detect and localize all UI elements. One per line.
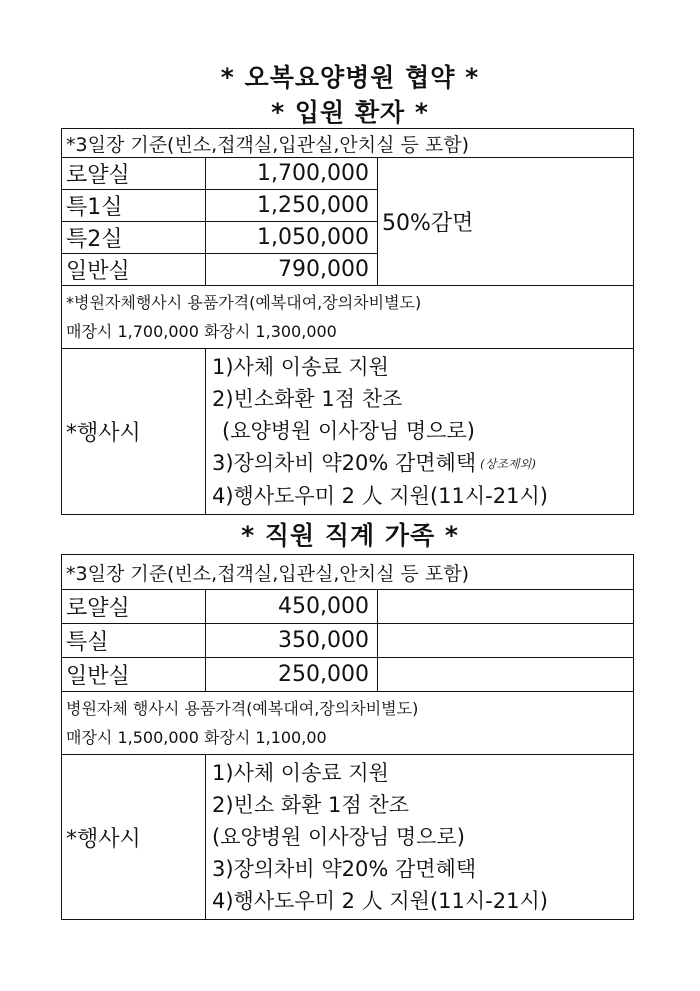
room-name: 일반실: [62, 658, 206, 692]
section1-table: [61, 128, 634, 515]
room-price: 450,000: [206, 590, 378, 624]
event-label: *행사시: [62, 349, 206, 515]
event-item: 2)빈소 화환 1점 찬조: [212, 793, 409, 817]
event-item: 4)행사도우미 2 人 지원(11시-21시): [212, 484, 548, 508]
discount-cell: 50%감면: [378, 158, 634, 286]
room-name: 특실: [62, 624, 206, 658]
empty-cell: [378, 658, 634, 692]
event-item: 3)장의차비 약20% 감면혜택: [212, 857, 477, 881]
empty-cell: [378, 590, 634, 624]
event-item: 1)사체 이송료 지원: [212, 761, 389, 785]
room-name: 로얄실: [62, 590, 206, 624]
document-title: * 오복요양병원 협약 *: [220, 63, 480, 92]
room-name: 로얄실: [62, 158, 206, 190]
event-item: 1)사체 이송료 지원: [212, 355, 389, 379]
room-name: 특2실: [62, 222, 206, 254]
note-line-2: 매장시 1,500,000 화장시 1,100,00: [66, 728, 327, 747]
event-label: *행사시: [62, 755, 206, 920]
section1-basis-header: *3일장 기준(빈소,접객실,입관실,안치실 등 포함): [62, 129, 634, 158]
room-price: 1,050,000: [206, 222, 378, 254]
room-price: 350,000: [206, 624, 378, 658]
section1-heading: * 입원 환자 *: [271, 98, 429, 127]
event-item-with-note: [212, 447, 627, 480]
room-price: 250,000: [206, 658, 378, 692]
event-item: 2)빈소화환 1점 찬조: [212, 387, 403, 411]
section2-note: [62, 692, 634, 755]
event-item: 4)행사도우미 2 人 지원(11시-21시): [212, 889, 548, 913]
note-line-1: *병원자체행사시 용품가격(예복대여,장의차비별도): [66, 293, 422, 312]
event-list: [206, 349, 634, 515]
event-list: [206, 755, 634, 920]
room-name: 특1실: [62, 190, 206, 222]
section2-table: [61, 554, 634, 920]
room-price: 1,700,000: [206, 158, 378, 190]
section2-basis-header: *3일장 기준(빈소,접객실,입관실,안치실 등 포함): [62, 555, 634, 590]
empty-cell: [378, 624, 634, 658]
event-item-text: 3)장의차비 약20% 감면혜택: [212, 451, 477, 475]
section2-heading: * 직원 직계 가족 *: [241, 521, 459, 550]
room-name: 일반실: [62, 254, 206, 286]
handwritten-note: (상조제외): [480, 457, 536, 471]
note-line-2: 매장시 1,700,000 화장시 1,300,000: [66, 322, 337, 341]
note-line-1: 병원자체 행사시 용품가격(예복대여,장의차비별도): [66, 699, 419, 718]
section1-note: [62, 286, 634, 349]
event-item: (요양병원 이사장님 명으로): [222, 419, 475, 443]
event-item: (요양병원 이사장님 명으로): [212, 825, 465, 849]
room-price: 1,250,000: [206, 190, 378, 222]
room-price: 790,000: [206, 254, 378, 286]
